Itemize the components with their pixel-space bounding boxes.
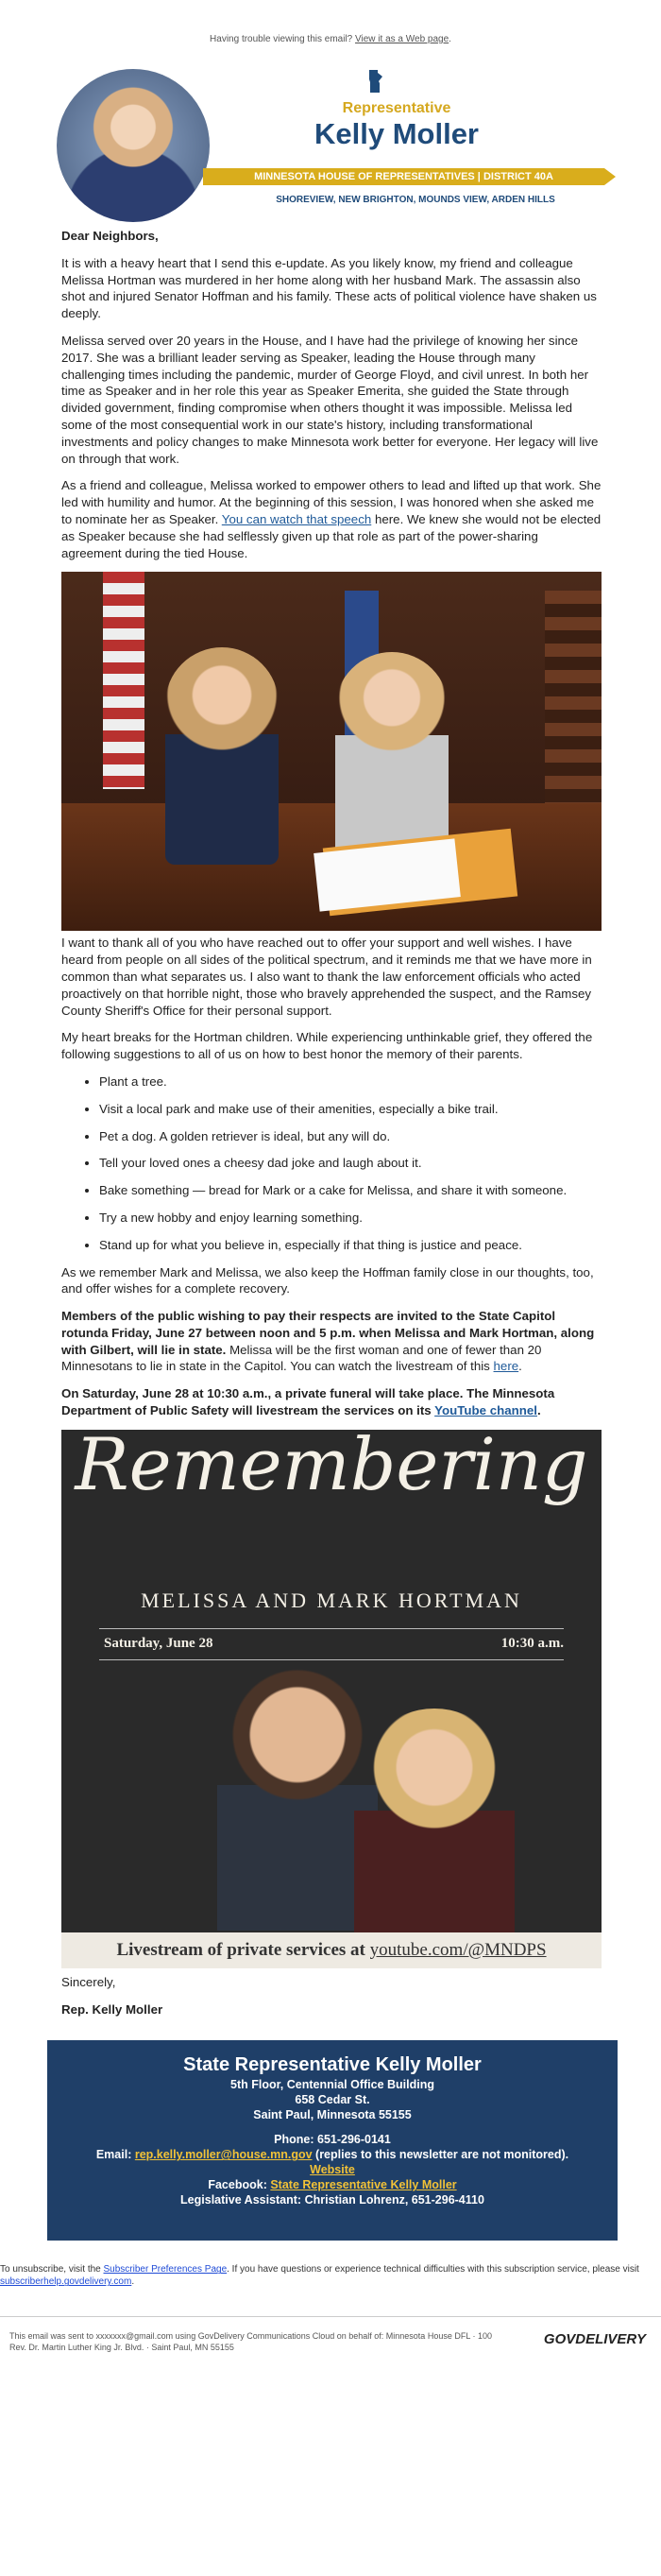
rep-title: Representative: [342, 100, 451, 116]
footer-facebook-link[interactable]: State Representative Kelly Moller: [270, 2178, 457, 2192]
memorial-rule-top: [99, 1628, 564, 1629]
livestream-link[interactable]: here: [493, 1359, 519, 1374]
lie-in-state-end: .: [518, 1359, 522, 1374]
list-item: • Visit a local park and make use of their amenities, especially a bike trail.: [99, 1101, 602, 1118]
district-cities: SHOREVIEW, NEW BRIGHTON, MOUNDS VIEW, ARDEN HILLS: [276, 195, 555, 205]
memorial-bar-text: Livestream of private services at: [116, 1939, 365, 1960]
speech-text-after: here. We knew she would not be elected as Speaker because she had selflessly given up that role as part of the power-sharing agreement during the tied House.: [61, 511, 602, 560]
footer-facebook-label: Facebook:: [208, 2178, 267, 2192]
legal-line: Rev. Dr. Martin Luther King Jr. Blvd. · Saint Paul, MN 55155: [9, 2343, 234, 2353]
district-ribbon: MINNESOTA HOUSE OF REPRESENTATIVES | DISTRICT 40A: [203, 168, 604, 185]
memorial-names: MELISSA AND MARK HORTMAN: [141, 1588, 522, 1612]
paragraph-lie-in-state: [61, 1308, 602, 1375]
unsubscribe-notice: [0, 2241, 661, 2288]
footer-website-link[interactable]: Website: [310, 2163, 355, 2177]
paragraph-thanks: I want to thank all of you who have reached out to offer your support and well wishes. I have heard from people on all sides of the political spectrum, and it reminds me that we have more in common than what separates us. I also want to thank the law enforcement officials who acted proactively on that horrible night, those who bravely apprehended the suspect, and the Ramsey County Sheriff's Office for their personal support.: [61, 936, 592, 1018]
footer-email-note: (replies to this newsletter are not monitored).: [315, 2148, 569, 2162]
lie-in-state-text: Melissa will be the first woman and one of fewer than 20 Minnesotans to lie in state in the Capitol. You can watch the livestream of this: [61, 1342, 542, 1374]
footer-facebook-row: [47, 2177, 618, 2192]
list-item: • Stand up for what you believe in, especially if that thing is justice and peace.: [99, 1237, 602, 1254]
paragraph-speech: [61, 477, 602, 561]
govdelivery-logo[interactable]: GOVDELIVERY: [543, 2331, 646, 2348]
rep-name: Kelly Moller: [314, 117, 479, 150]
list-item: • Try a new hobby and enjoy learning something.: [99, 1210, 602, 1227]
footer-assistant: Legislative Assistant: Christian Lohrenz, 651-296-4110: [180, 2193, 484, 2207]
legal-notice: [0, 2317, 661, 2353]
memorial-bar-link: youtube.com/@MNDPS: [369, 1939, 547, 1960]
footer-address-line: 658 Cedar St.: [295, 2093, 370, 2107]
footer-phone: Phone: 651-296-0141: [274, 2133, 391, 2147]
youtube-channel-link[interactable]: YouTube channel: [434, 1403, 537, 1418]
paragraph-legacy: Melissa served over 20 years in the House, and I have had the privilege of knowing her since 2017. She was a brilliant leader serving as Speaker, leading the House through many challenging times including the pandemic, murder of George Floyd, and civil unrest. In both her time as Speaker and in her role this year as Speaker Emerita, she guided the State through divided government, finding compromise when others thought it was impossible. Melissa led some of the most consequential work in our state's history, including transformational investments and policy changes to make Minnesota work better for everyone. Her legacy will live on through that work.: [61, 333, 599, 466]
suggestions-list: [99, 1073, 602, 1254]
memorial-graphic: [61, 1430, 602, 1968]
memorial-script-title: Remembering: [75, 1429, 588, 1506]
web-view-link[interactable]: View it as a Web page: [355, 34, 449, 44]
footer-email-label: Email:: [95, 2148, 132, 2162]
subscriber-preferences-link[interactable]: Subscriber Preferences Page: [103, 2264, 228, 2275]
memorial-date: Saturday, June 28: [104, 1635, 213, 1651]
unsubscribe-end: .: [131, 2276, 135, 2288]
memorial-rule-bottom: [99, 1659, 564, 1660]
list-item: • Pet a dog. A golden retriever is ideal, but any will do.: [99, 1128, 602, 1145]
greeting: Dear Neighbors,: [61, 229, 159, 243]
list-item: • Tell your loved ones a cheesy dad joke and laugh about it.: [99, 1155, 602, 1172]
moller-hortman-photo: [61, 572, 602, 931]
funeral-end: .: [536, 1403, 541, 1418]
bookshelf-graphic: [545, 591, 602, 817]
contact-footer: [47, 2040, 618, 2241]
list-item: • Bake something — bread for Mark or a cake for Melissa, and share it with someone.: [99, 1182, 602, 1199]
subscriber-help-link[interactable]: subscriberhelp.govdelivery.com: [0, 2276, 132, 2288]
paragraph-funeral: [61, 1385, 602, 1419]
closing: Sincerely,: [61, 1974, 116, 1989]
melissa-hortman-graphic: [354, 1709, 515, 1935]
memorial-time: 10:30 a.m.: [500, 1635, 564, 1651]
footer-address-line: Saint Paul, Minnesota 55155: [253, 2108, 412, 2122]
footer-title: State Representative Kelly Moller: [183, 2054, 482, 2076]
speech-video-link[interactable]: You can watch that speech: [221, 511, 372, 526]
web-view-note: [0, 0, 661, 45]
signature: Rep. Kelly Moller: [61, 2001, 163, 2017]
person-moller-graphic: [165, 647, 279, 865]
funeral-text: On Saturday, June 28 at 10:30 a.m., a private funeral will take place. The Minnesota Department of Public Safety will livestream the services on its: [61, 1386, 555, 1418]
footer-email-row: [47, 2147, 618, 2162]
lie-in-state-bold: Members of the public wishing to pay their respects are invited to the State Capitol rotunda Friday, June 27 between noon and 5 p.m. when Melissa and Mark Hortman, along with Gilbert, will lie in state.: [61, 1309, 595, 1357]
newsletter-header: [0, 45, 661, 225]
person-hortman-graphic: [335, 652, 449, 860]
us-flag-graphic: [103, 572, 144, 789]
paragraph-children: My heart breaks for the Hortman children. While experiencing unthinkable grief, they offered the following suggestions to all of us on how to best honor the memory of their parents.: [61, 1030, 593, 1062]
web-view-suffix: .: [449, 34, 451, 44]
web-view-prefix: Having trouble viewing this email?: [210, 34, 353, 44]
footer-email-link[interactable]: rep.kelly.moller@house.mn.gov: [134, 2148, 313, 2162]
footer-address-line: 5th Floor, Centennial Office Building: [230, 2078, 434, 2092]
legal-line: This email was sent to xxxxxxx@gmail.com using GovDelivery Communications Cloud on behalf of: Minnesota House DFL · 100: [9, 2331, 493, 2342]
unsubscribe-middle: . If you have questions or experience technical difficulties with this subscription service, please visit: [227, 2264, 639, 2275]
newsletter-body: [0, 228, 661, 2018]
paragraph-hoffman: As we remember Mark and Melissa, we also keep the Hoffman family close in our thoughts, too, and offer wishes for a complete recovery.: [61, 1264, 594, 1297]
list-item: • Plant a tree.: [99, 1073, 602, 1091]
speech-text: As a friend and colleague, Melissa worked to empower others to lead and lifted up that work. She led with humility and humor. At the beginning of this session, I was honored when she asked me to nominate her as Speaker.: [61, 478, 602, 526]
minnesota-state-icon: [368, 70, 383, 93]
paragraph-intro: It is with a heavy heart that I send this e-update. As you likely know, my friend and colleague Melissa Hortman was murdered in her home along with her husband Mark. The assassin also shot and injured Senator Hoffman and his family. These acts of political violence have shaken us deeply.: [61, 255, 597, 321]
memorial-livestream-bar: [61, 1932, 602, 1968]
unsubscribe-prefix: To unsubscribe, visit the: [0, 2264, 101, 2275]
representative-portrait: [57, 69, 210, 222]
